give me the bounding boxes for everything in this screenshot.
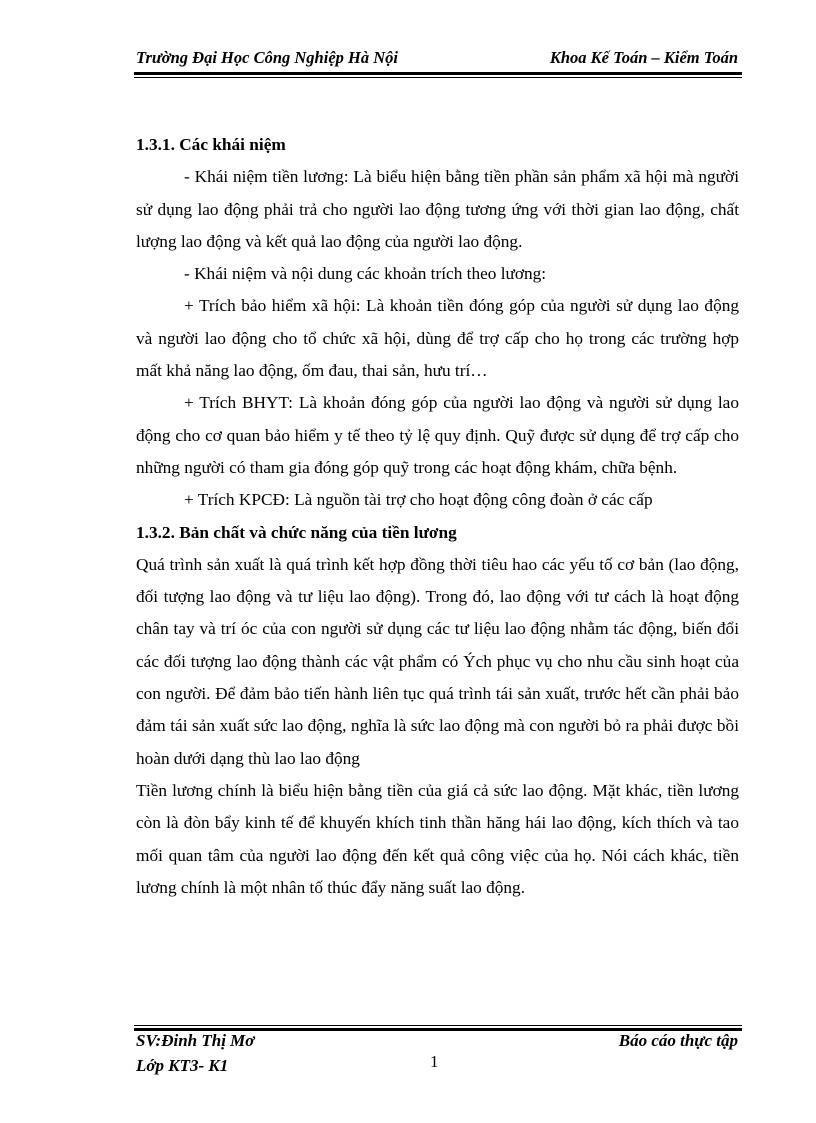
paragraph-wage-concept: - Khái niệm tiền lương: Là biểu hiện bằng tiền phần sản phẩm xã hội mà người sử dụng lao động phải trả cho người lao động tương ứng với thời gian lao động, chất lượng lao động và kết quả lao động của người lao động. <box>136 167 739 251</box>
footer-report-title: Báo cáo thực tập <box>618 1031 738 1050</box>
footer-class: Lớp KT3- K1 <box>136 1056 229 1075</box>
page-header <box>136 46 742 72</box>
header-faculty: Khoa Kế Toán – Kiểm Toán <box>549 48 738 67</box>
paragraph-deductions-intro: - Khái niệm và nội dung các khoản trích theo lương: <box>184 264 547 284</box>
section-heading-1-3-2: 1.3.2. Bản chất và chức năng của tiền lương <box>136 522 457 542</box>
header-university: Trường Đại Học Công Nghiệp Hà Nội <box>136 48 398 67</box>
paragraph-production-process: Quá trình sản xuất là quá trình kết hợp đồng thời tiêu hao các yếu tố cơ bản (lao động, đối tượng lao động và tư liệu lao động). Trong đó, lao động với tư cách là hoạt động chân tay và trí óc của con người sử dụng các tư liệu lao động nhằm tác động, biến đổi các đối tượng lao động thành các vật phẩm có Ých phục vụ cho nhu cầu sinh hoạt của con người. Để đảm bảo tiến hành liên tục quá trình tái sản xuất, trước hết cần phải bảo đảm tái sản xuất sức lao động, nghĩa là sức lao động mà con người bỏ ra phải được bồi hoàn dưới dạng thù lao lao động <box>136 554 739 768</box>
paragraph-health-insurance: + Trích BHYT: Là khoản đóng góp của người lao động và người sử dụng lao động cho cơ quan bảo hiểm y tế theo tỷ lệ quy định. Quỹ được sử dụng để trợ cấp cho những người có tham gia đóng góp quỹ trong các hoạt động khám, chữa bệnh. <box>136 393 739 477</box>
footer-rule-thin <box>134 1025 742 1026</box>
document-body <box>136 129 739 904</box>
section-heading-1-3-1: 1.3.1. Các khái niệm <box>136 135 286 154</box>
footer-student-name: SV:Đinh Thị Mơ <box>136 1031 255 1050</box>
paragraph-union-fee: + Trích KPCĐ: Là nguồn tài trợ cho hoạt động công đoàn ở các cấp <box>184 490 653 510</box>
page-number: 1 <box>430 1052 439 1071</box>
page-footer <box>136 1031 742 1081</box>
header-rule-thin <box>134 77 742 78</box>
paragraph-wage-role: Tiền lương chính là biểu hiện bằng tiền của giá cả sức lao động. Mặt khác, tiền lương còn là đòn bẩy kinh tế để khuyến khích tinh thần hăng hái lao động, kích thích và tao mối quan tâm của người lao động đến kết quả công việc của họ. Nói cách khác, tiền lương chính là một nhân tố thúc đẩy năng suất lao động. <box>136 780 739 897</box>
header-rule-thick <box>134 72 742 75</box>
paragraph-social-insurance: + Trích bảo hiểm xã hội: Là khoản tiền đóng góp của người sử dụng lao động và người lao động cho tổ chức xã hội, dùng để trợ cấp cho họ trong các trường hợp mất khả năng lao động, ốm đau, thai sản, hưu trí… <box>136 296 739 381</box>
